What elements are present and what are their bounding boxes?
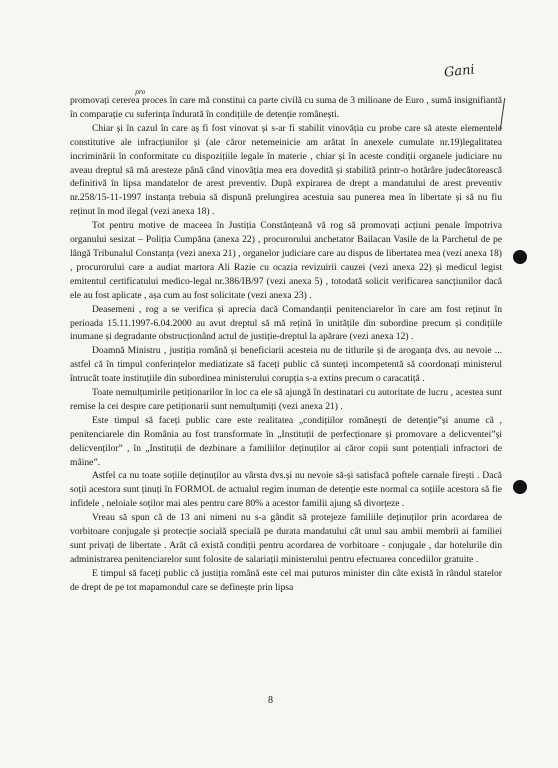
- punch-hole: [513, 250, 527, 264]
- paragraph: Deasemeni , rog a se verifica și aprecia dacă Comandanții penitenciarelor în care am fost reținut în perioada 15.11.1997-6.04.2000 au avut dreptul să mă rețină în unitățile din subordine precum și condițiile inumane și degradante obstrucționând actul de justiție-dreptul la apărare (vezi anexa 12) .: [70, 303, 502, 343]
- paragraph: Chiar și în cazul în care aș fi fost vinovat și s-ar fi stabilit vinovăția cu probe care să ateste elementele constitutive ale infracțiunilor și (ale căror netemeinicie am arătat în anexele cumulate nr.19)legalitatea incriminării în conformitate cu dispozițiile legale în materie , chiar și în aceste condiții organele judiciare nu aveau dreptul să mă aresteze până când vinovăția mea era dovedită și stabilită printr-o hotărâre judecătorească definitivă în lipsa mandatelor de arest preventiv. După expirarea de drept a mandatului de arest preventiv nr.258/15-11-1997 instanța trebuia să dispună prelungirea acestuia sau punerea mea în libertate și să nu fiu reținut în mod ilegal (vezi anexa 18) .: [70, 122, 502, 218]
- body-text: [70, 94, 502, 595]
- paragraph: Toate nemulțumirile petiționarilor în loc ca ele să ajungă în destinatari cu autoritate de lucru , acestea sunt remise la cei despre care petiționarii sunt nemulțumiți (vezi anexa 21) .: [70, 387, 502, 412]
- handwritten-insert: pro: [135, 89, 146, 96]
- paragraph: Astfel ca nu toate soțiile deținuților au vârsta dvs.și nu nevoie să-și satisfacă poftele carnale firești . Dacă soții acestora sunt ținuți în FORMOL de actualul regim inuman de detenție este normal ca soțiile acestora să fie infidele , neloiale soților mai ales pentru care 80% a acestor familii ajung să divorțeze .: [70, 470, 502, 510]
- paragraph: Este timpul să faceți public care este realitatea „condițiilor românești de detenție”și anume că , penitenciarele din România au fost transformate în „Instituții de perfecționare și promovare a delicventei”și delicvenților” , în „Instituții de dezbinare a familiilor deținuților ai căror copii sunt potențiali infractori de mâine”.: [70, 414, 502, 468]
- paragraph: Doamnă Ministru , justiția română și beneficiarii acesteia nu de titlurile și de aroganța dvs. au nevoie ... astfel că în timpul conferințelor mediatizate să faceți public că sunteți incompetentă să coordonați ministerul întrucât toate instituțiile din subordinea ministerului corupția s-a extins precum o caracatiță .: [70, 345, 502, 385]
- handwritten-note: Gani: [443, 62, 476, 81]
- punch-hole: [513, 480, 527, 494]
- paragraph: Tot pentru motive de maceea în Justiția Constănțeană vă rog să promovați acțiuni penale împotriva organului sesizat – Poliția Cumpăna (anexa 22) , procurorului anchetator Bailacan Vasile de la Parchetul de pe lângă Tribunalul Constanța (vezi anexa 21) , organelor judiciare care au dispus de libertatea mea (vezi anexa 18) , procurorului care a audiat martora Ali Razie cu ocazia revizuirii cauzei (vezi anexa 22) și medicul legist emitentul certificatului medico-legal nr.386/IB/97 (vezi anexa 5) , totodată solicit verificarea sancțiunilor dacă ele au fost aplicate , așa cum au fost solicitate (vezi anexa 23) .: [70, 220, 502, 301]
- paragraph: E timpul să faceți public că justiția română este cel mai puturos minister din câte există în rândul statelor de drept de pe tot mapamondul care se definește prin lipsa: [70, 567, 502, 593]
- paragraph: promovați cererea proces în care mă constitui ca parte civilă cu suma de 3 milioane de Euro , sumă insignifiantă în comparație cu suferința îndurată în condițiile de detenție românești.: [70, 95, 502, 120]
- paragraph: Vreau să spun că de 13 ani nimeni nu s-a gândit să protejeze familiile deținuților prin acordarea de vorbitoare conjugale și protecție socială specială pe durata mandatului cât unul sau ambii membrii ai familiei sunt privați de libertate . Arăt că există condiții pentru acordarea de vorbitoare - conjugale , dar hotelurile din administrarea penitenciarelor sunt folosite de salariații ministerului pentru efectuarea concediilor gratuite .: [70, 512, 502, 565]
- page-number: 8: [268, 695, 273, 706]
